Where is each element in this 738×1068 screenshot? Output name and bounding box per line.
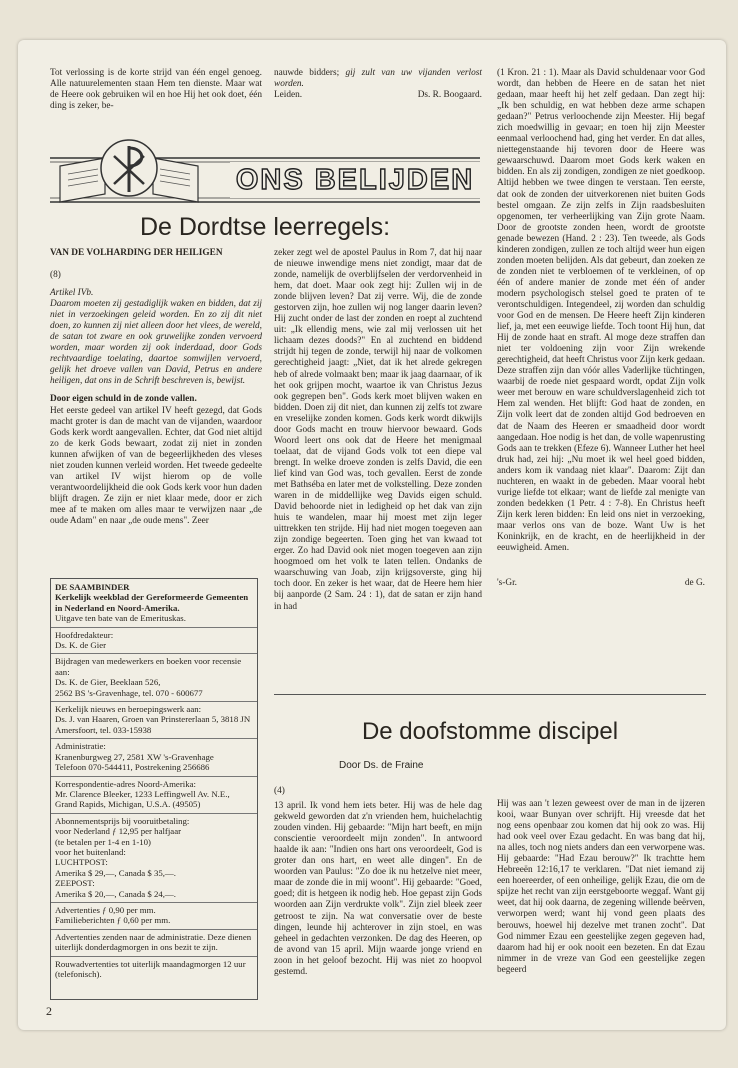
article1-artikel: Artikel IVb. <box>50 288 94 299</box>
colophon-box <box>50 578 258 1000</box>
article2-title: De doofstomme discipel <box>361 718 619 745</box>
colophon-s6-7: Amerika $ 20,—, Canada $ 24,—. <box>55 888 176 899</box>
article2-top-rule <box>274 694 706 695</box>
colophon-s4-0: Administratie: <box>55 741 106 752</box>
top-place: Leiden. <box>274 90 303 101</box>
chi-rho-icon <box>101 140 157 196</box>
article1-section-head: Door eigen schuld in de zonde vallen. <box>50 394 197 405</box>
colophon-name: DE SAAMBINDER <box>55 582 130 592</box>
colophon-s8-0: Advertenties zenden naar de administratie. Deze dienen uiterlijk donderdagmorgen in ons bezit te zijn. <box>55 931 252 953</box>
top-col2-italic: gij zult van uw vijanden verlost worden. <box>274 68 482 90</box>
article2-number: (4) <box>274 786 285 796</box>
top-col1: Tot verlossing is de korte strijd van één engel genoeg. Alle natuurelementen staan Hem ten dienste. Maar wat de Heere ook gebruiken wil en hoe Hij het ook doet, één ding is zeker, be- <box>50 68 262 112</box>
colophon-desc: Kerkelijk weekblad der Gereformeerde Gemeenten in Nederland en Noord-Amerika. <box>55 592 249 613</box>
article1-col2: zeker zegt wel de apostel Paulus in Rom 7, dat hij naar de nieuwe inwendige mens niet zondigt, maar dat de zonde, namelijk de overblijfselen der verdorvenheid in hem, dat doet. Maar ook zegt hij: Zullen wij in de zonde blijven leven? Dat zij verre. Wij, die de zonde gestorven zijn, hoe zullen wij nog langer daarin leven? Hij zucht onder de last der zonden en roept al zuchtend uit: „Ik ellendig mens, wie zal mij verlossen uit het lichaam dezes doods?" En al zuchtend en biddend strijdt hij tegen de zonde, terwijl hij naar de volkomen gerechtigheid jaagt: „Niet, dat ik het alrede gekregen heb of alrede volmaakt ben; maar ik jaag daarnaar, of ik het ook grijpen mocht, waartoe ik van Christus Jezus ook gegrepen ben". Gods kerk moet blijven waken en bidden. Doen zij dit niet, dan kunnen zij zelfs tot zware en vreselijke zonden komen. Gods kerk wordt dikwijls door Gods macht en trouw hiervoor bewaard. Gods Woord leert ons ook dat de Heere het menigmaal toelaat, dat de vijand Gods volk tot een diepe val brengt. In welke droeve zonden is zelfs David, die een lief kind van God was, toch gevallen. Eerst de zonde met Bathséba en later met de volkstelling. Deze zonden waren in de middellijke weg Davids eigen schuld. David behoorde niet in ledigheid op het dak van zijn huis te wandelen, maar hij moest met zijn leger uittrekken ten strijde. Hij had niet mogen toegeven aan zijn zondige begeerten. Toen ging het van kwaad tot erger. Zo had David ook niet mogen toegeven aan zijn hoogmoed om het volk te laten tellen. Ondanks de waarschuwing van Joab, zijn krijgsoverste, ging hij toch door. En zeker is het waar, dat de Heere hem hier bij aanporde (2 Sam. 24 : 1), dat de satan er zijn hand in had <box>274 248 482 612</box>
article1-number: (8) <box>50 270 61 280</box>
article1-col1 <box>50 270 262 527</box>
article1-sign-place: 's-Gr. <box>497 578 518 589</box>
article2-col2: Hij was aan 't lezen geweest over de man in de ijzeren kooi, waar Bunyan over schrijft. Hij vreesde dat het nog eens openbaar zou komen dat hij ook zo was. Hij had ook veel over Ezau gedacht. En was bang dat hij, na alles, toch nog niets anders dan een verworpene was. Hij gebaarde: "Had Ezau berouw?" Ik trachtte hem Hebreeën 12:16,17 te verklaren. "Dat niet iemand zij een hoereerder, of een onheilige, gelijk Ezau, die om de spijze het recht van zijn eerstgeboorte weggaf. Want gij weet, dat hij ook daarna, de zegening willende beërven, verworpen werd; want hij vond geen plaats des berouws, hoewel hij dezelve met tranen zocht". Dat God nimmer Ezau een geestelijke zegen gegeven had, daarom had hij er ook nooit een bezeten. En dat Ezau nimmer in de vreze van God een geestelijke zegen begeerd <box>497 799 705 975</box>
colophon-s4-1: Kranenburgweg 27, 2581 XW 's-Gravenhage <box>55 751 214 762</box>
article1-subtitle: VAN DE VOLHARDING DER HEILIGEN <box>50 248 223 258</box>
colophon-s1-0: Hoofdredakteur: <box>55 629 114 640</box>
colophon-s7-0: Advertenties ƒ 0,90 per mm. <box>55 904 156 915</box>
article1-col3 <box>497 68 705 589</box>
page-number: 2 <box>46 1004 52 1018</box>
colophon-s1-1: Ds. K. de Gier <box>55 640 107 651</box>
colophon-sub: Uitgave ten bate van de Emerituskas. <box>55 613 186 624</box>
colophon-s2-0: Bijdragen van medewerkers en boeken voor recensie aan: <box>55 656 242 677</box>
article1-body-col1: Het eerste gedeel van artikel IV heeft gezegd, dat Gods macht groter is dan de macht van de vijanden, waardoor Gods kerk wordt aangevallen. Echter, dat God niet altijd zo de kerk Gods bewaart, zodat zij niet in zonden kunnen afwijken of van de begeerlijkheden des vleses niet zouden kunnen verleid worden. Het tweede gedeelte van artikel IV wijst hierom op de volle verantwoordelijkheid die ook Gods kerk voor hun daden blijft dragen. Ze zijn er niet klaar mede, door er zich mee af te maken om alles maar te verwijzen naar „de oude Adam" en naar „de oude mens". Zeer <box>50 405 262 526</box>
article2-col1 <box>274 786 482 978</box>
colophon-s6-1: voor Nederland ƒ 12,95 per halfjaar <box>55 826 182 837</box>
article1-sign-author: de G. <box>684 578 705 589</box>
colophon-s2-1: Ds. K. de Gier, Beeklaan 526, <box>55 677 161 688</box>
colophon-s3-1: Ds. J. van Haaren, Groen van Prinstererlaan 5, 3818 JN Amersfoort, tel. 033-15938 <box>55 714 251 735</box>
colophon-s3-0: Kerkelijk nieuws en beroepingswerk aan: <box>55 704 202 715</box>
colophon-s6-3: voor het buitenland: <box>55 846 126 857</box>
colophon-s6-0: Abonnementsprijs bij vooruitbetaling: <box>55 815 190 826</box>
colophon-s6-6: ZEEPOST: <box>55 878 95 889</box>
ons-belijden-banner <box>50 136 480 206</box>
colophon-s6-2: (te betalen per 1-4 en 1-10) <box>55 836 151 847</box>
article1-title: De Dordtse leerregels: <box>139 213 391 241</box>
colophon-s6-5: Amerika $ 29,—, Canada $ 35,—. <box>55 867 176 878</box>
colophon-s7-1: Familieberichten ƒ 0,60 per mm. <box>55 915 171 926</box>
colophon-s9-0: Rouwadvertenties tot uiterlijk maandagmorgen 12 uur (telefonisch). <box>55 958 246 979</box>
article2-byline: Door Ds. de Fraine <box>339 760 424 771</box>
top-col2 <box>274 68 482 101</box>
colophon-s5-1: Mr. Clarence Bleeker, 1233 Leffingwell Av. N.E., Grand Rapids, Michigan, U.S.A. (49505) <box>55 788 230 810</box>
banner-title: ONS BELIJDEN <box>235 164 475 196</box>
colophon-s5-0: Korrespondentie-adres Noord-Amerika: <box>55 778 196 789</box>
article1-body-col3: (1 Kron. 21 : 1). Maar als David schuldenaar voor God wordt, dan hebben de Heere en de satan het niet gedaan, maar heeft hij het zelf gedaan. Dan zegt hij: „Ik ben schuldig, en wat hebben deze arme schapen gedaan?" Petrus verloochende zijn Meester. Hij begaf zich moedwillig in gevaar; en toen hij zijn Meester eenmaal verloochend had, ging het verder. En dat alles, niettegenstaande hij tevoren door de Heere was gewaarschuwd. Daarom moet Gods kerk waken en bidden. En als zij zondigen, zondigen ze niet goedkoop. Altijd hebben we twee dingen te verstaan. Ten eerste, dat ook de zonden der uitverkorenen niet buiten Gods bestel omgaan. Ze zijn zelfs in Zijn raadsbesluiten opgenomen, ter verheerlijking van Zijn grote Naam. Door de grootste zonden heen, wordt de grootste genade bewezen (Hand. 2 : 23). Ten tweede, als Gods kinderen zondigen, zullen ze toch altijd weer hun eigen zonden moeten belijden. Als dat gebeurt, dan zoeken ze de zonden niet te verbloemen of te verkleinen, of op één of andere manier de zonde met één of ander modern psychologisch stelsel goed te praten of te verontschuldigen. Integendeel, zij worden dan schuldig voor God en de mensen. De Heere heeft Zijn kinderen lief, ja, met een eeuwige liefde. Toch toont Hij hun, dat Hij de zonde haat en straft. Al moge deze straffen dan niet ter voldoening zijn voor Zijn wrekende gerechtigheid, dat heeft Christus voor Zijn kerk gedaan. Deze straffen zijn dan vóór alles Vaderlijke tüchtingen, waarbij de roede niet gespaard wordt, opdat Zijn volk weer met berouw en ware schuldverslagenheid zich tot Hem zal wenden. Het blijft: God haat de zonden, en Zijn volk leert dat de zonden altijd God bedroeven en dat de Naam des Heeren er smaadheid door wordt aangedaan. Hoe nodig is het dan, de volle wapenrusting Gods aan te trekken (Efeze 6). Wanneer Luther het heel druk had, zei hij: „Nu moet ik wel heel goed bidden, anders kom ik vandaag niet klaar". Daarom: Zijt dan nuchteren, en waakt in de gebeden. Maar vooral hebt vurige liefde tot elkaar; want de liefde zal menigte van zonden bedekken (1 Petr. 4 : 7-8). En Christus heeft Zijn kerk leren bidden: En leid ons niet in verzoeking, maar verlos ons van de boze. Want Uw is het Koninkrijk, en de kracht, en de heerlijkheid in der eeuwigheid. Amen. <box>497 68 705 554</box>
colophon-s2-2: 2562 BS 's-Gravenhage, tel. 070 - 600677 <box>55 687 203 698</box>
article2-col1-text: 13 april. Ik vond hem iets beter. Hij was de hele dag gekweld geworden dat z'n vrienden hem, huichelachtig zouden vinden. Hij gebaarde: "Mijn hart beeft, en mijn conscientie veroordeelt mijn zonden". In antwoord haalde ik aan: "Indien ons hart ons veroordeelt, God is groter dan ons hart, en weet alle dingen". En de woorden van Paulus: "Zo doe ik nu hetzelve niet meer, maar de zonde die in mij woont". Hij gebaarde: "Goed, goed; dit is hetgeen ik nodig heb. Hoe gepast zijn Gods woorden aan Zijn verdrukte volk". Zijn ziel bleek zeer getroost te zijn. Na wat conversatie over de beste dingen, leunde hij achterover in zijn stoel, en was geheel in gedachten verzonken. De dag des Heeren, op de avond van 15 april. Mijn waarde jonge vriend en zoon in het geloof bezocht. Hij was niet zo hoopvol gestemd. <box>274 801 482 977</box>
colophon-s4-2: Telefoon 070-544411, Postrekening 256686 <box>55 762 210 773</box>
top-author: Ds. R. Boogaard. <box>417 90 482 101</box>
top-col2-plain: nauwde bidders; <box>274 68 340 78</box>
colophon-s6-4: LUCHTPOST: <box>55 857 108 868</box>
article1-quote: Daarom moeten zij gestadiglijk waken en bidden, dat zij niet in verzoekingen geleid worden. En zo zij dit niet doen, zo kunnen zij niet alleen door het vlees, de wereld, de satan tot zware en ook gruwelijke zonden vervoerd worden, maar worden zij ook inderdaad, door Gods rechtvaardige toelating, daartoe somwijlen vervoerd, gelijk het droeve vallen van David, Petrus en andere heiligen, dat ons in de Schrift beschreven is, bewijst. <box>50 299 262 387</box>
